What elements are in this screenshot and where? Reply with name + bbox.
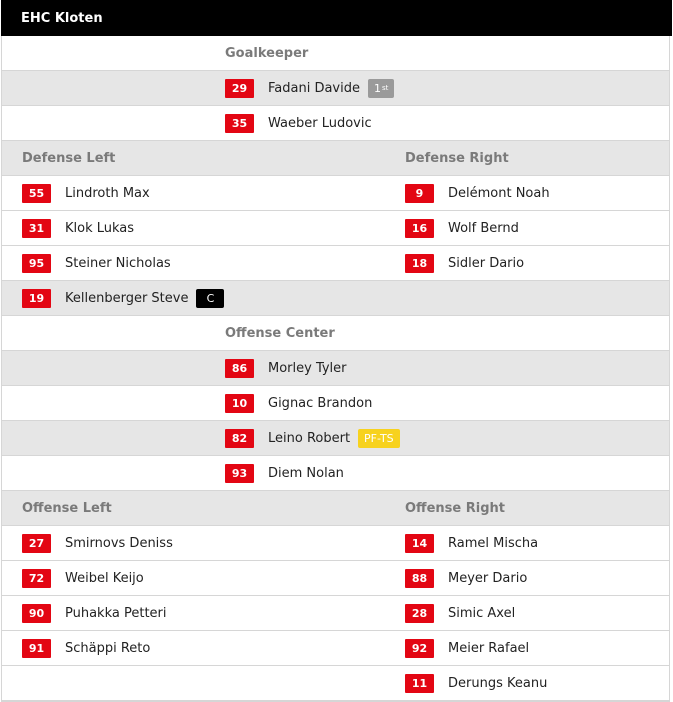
player-name[interactable]: Meier Rafael [448, 640, 530, 656]
player-row [2, 561, 669, 596]
player-entry[interactable] [405, 176, 550, 210]
player-row [2, 351, 669, 386]
jersey-number: 9 [405, 184, 434, 203]
jersey-number: 95 [22, 254, 51, 273]
player-entry[interactable] [405, 631, 529, 665]
section-header-offense-center [2, 316, 669, 351]
player-name[interactable]: Gignac Brandon [268, 395, 373, 411]
player-entry[interactable] [22, 526, 173, 560]
player-entry[interactable] [225, 106, 372, 140]
player-row [2, 666, 669, 701]
section-title: Offense Right [405, 500, 505, 516]
player-entry[interactable] [405, 246, 524, 280]
player-row [2, 386, 669, 421]
jersey-number: 35 [225, 114, 254, 133]
player-row [2, 246, 669, 281]
jersey-number: 10 [225, 394, 254, 413]
jersey-number: 19 [22, 289, 51, 308]
player-entry[interactable] [405, 561, 527, 595]
player-name[interactable]: Lindroth Max [65, 185, 150, 201]
player-name[interactable]: Simic Axel [448, 605, 516, 621]
player-row [2, 211, 669, 246]
jersey-number: 72 [22, 569, 51, 588]
player-row [2, 71, 669, 106]
player-name[interactable]: Waeber Ludovic [268, 115, 372, 131]
player-entry[interactable] [22, 596, 167, 630]
player-name[interactable]: Kellenberger Steve [65, 290, 189, 306]
player-entry[interactable] [405, 666, 547, 700]
section-title: Offense Left [22, 500, 112, 516]
jersey-number: 55 [22, 184, 51, 203]
player-name[interactable]: Meyer Dario [448, 570, 528, 586]
player-name[interactable]: Puhakka Petteri [65, 605, 167, 621]
section-title: Defense Left [22, 150, 116, 166]
player-row [2, 106, 669, 141]
player-row [2, 456, 669, 491]
player-name[interactable]: Delémont Noah [448, 185, 550, 201]
section-title: Defense Right [405, 150, 509, 166]
team-header [1, 0, 672, 36]
player-name[interactable]: Schäppi Reto [65, 640, 151, 656]
section-header-defense [2, 141, 669, 176]
jersey-number: 90 [22, 604, 51, 623]
player-entry[interactable] [225, 71, 394, 105]
player-entry[interactable] [405, 596, 515, 630]
section-header-offense-wings [2, 491, 669, 526]
player-entry[interactable] [22, 211, 134, 245]
jersey-number: 82 [225, 429, 254, 448]
player-name[interactable]: Smirnovs Deniss [65, 535, 173, 551]
player-entry[interactable] [225, 421, 400, 455]
player-name[interactable]: Morley Tyler [268, 360, 347, 376]
player-name[interactable]: Fadani Davide [268, 80, 360, 96]
player-name[interactable]: Diem Nolan [268, 465, 344, 481]
jersey-number: 31 [22, 219, 51, 238]
section-header-goalkeeper [2, 36, 669, 71]
player-name[interactable]: Ramel Mischa [448, 535, 539, 551]
jersey-number: 91 [22, 639, 51, 658]
jersey-number: 18 [405, 254, 434, 273]
player-entry[interactable] [22, 631, 150, 665]
player-row [2, 421, 669, 456]
player-row [2, 596, 669, 631]
jersey-number: 29 [225, 79, 254, 98]
player-row [2, 176, 669, 211]
player-entry[interactable] [225, 456, 344, 490]
jersey-number: 16 [405, 219, 434, 238]
player-name[interactable]: Klok Lukas [65, 220, 135, 236]
player-row [2, 631, 669, 666]
team-name: EHC Kloten [21, 10, 103, 26]
player-name[interactable]: Leino Robert [268, 430, 351, 446]
player-entry[interactable] [22, 561, 144, 595]
player-entry[interactable] [405, 211, 519, 245]
section-title: Goalkeeper [225, 45, 309, 61]
player-entry[interactable] [22, 176, 150, 210]
jersey-number: 93 [225, 464, 254, 483]
player-row [2, 526, 669, 561]
section-title: Offense Center [225, 325, 335, 341]
jersey-number: 86 [225, 359, 254, 378]
jersey-number: 92 [405, 639, 434, 658]
jersey-number: 27 [22, 534, 51, 553]
pfts-badge: PF-TS [358, 429, 400, 448]
player-entry[interactable] [405, 526, 538, 560]
player-name[interactable]: Derungs Keanu [448, 675, 548, 691]
player-name[interactable]: Sidler Dario [448, 255, 525, 271]
player-entry[interactable] [225, 351, 347, 385]
team-roster [1, 0, 670, 702]
jersey-number: 11 [405, 674, 434, 693]
jersey-number: 88 [405, 569, 434, 588]
player-name[interactable]: Wolf Bernd [448, 220, 519, 236]
player-row [2, 281, 669, 316]
first-goalie-badge: 1 st [368, 79, 394, 98]
player-name[interactable]: Steiner Nicholas [65, 255, 171, 271]
jersey-number: 28 [405, 604, 434, 623]
captain-badge: C [196, 289, 224, 308]
player-name[interactable]: Weibel Keijo [65, 570, 144, 586]
player-entry[interactable] [22, 281, 224, 315]
player-entry[interactable] [22, 246, 171, 280]
jersey-number: 14 [405, 534, 434, 553]
player-entry[interactable] [225, 386, 372, 420]
